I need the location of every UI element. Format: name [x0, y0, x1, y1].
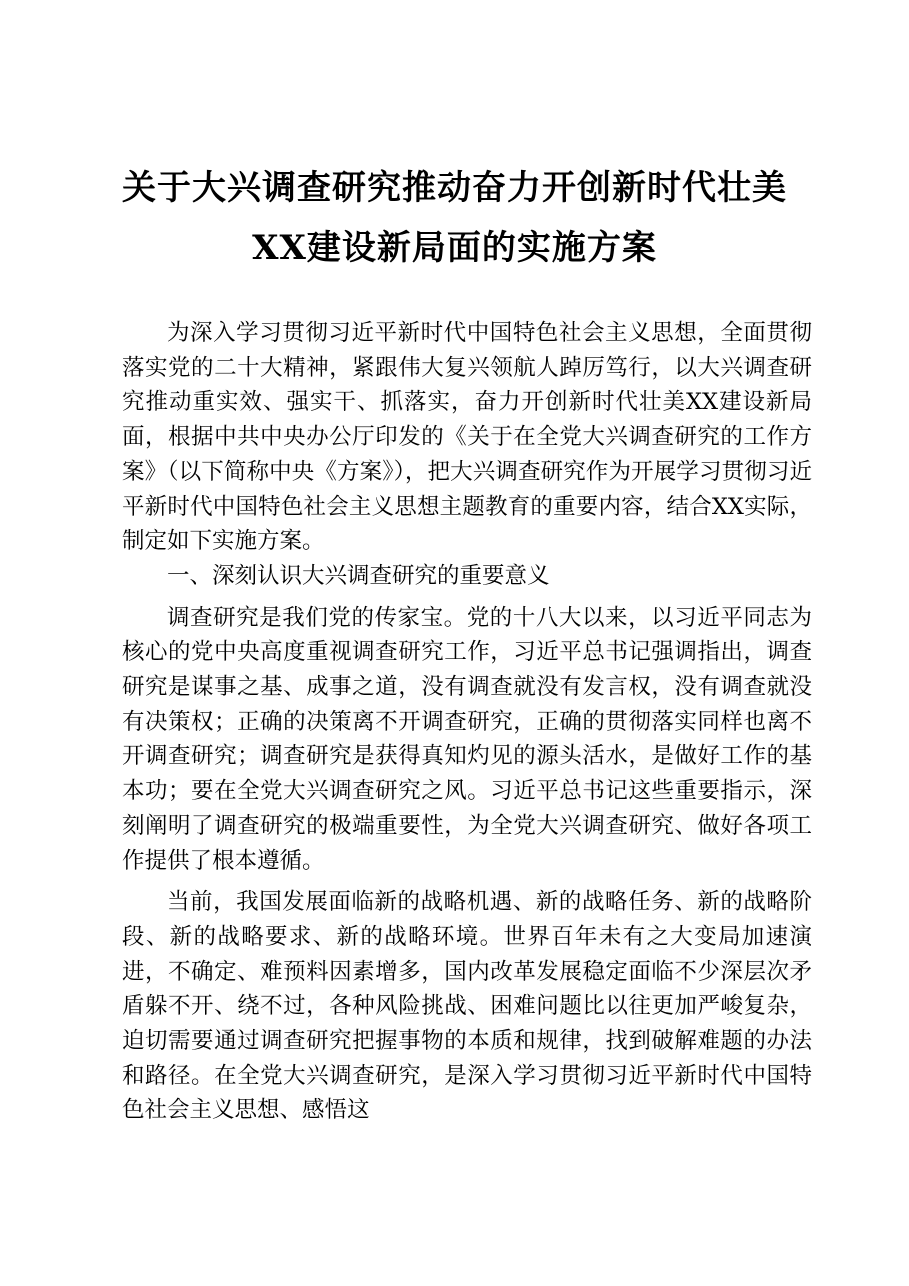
document-body — [122, 316, 812, 1128]
intro-paragraph: 为深入学习贯彻习近平新时代中国特色社会主义思想，全面贯彻落实党的二十大精神，紧跟伟大复兴领航人踔厉笃行，以大兴调查研究推动重实效、强实干、抓落实，奋力开创新时代壮美XX建设新局面，根据中共中央办公厅印发的《关于在全党大兴调查研究的工作方案》（以下简称中央《方案》），把大兴调查研究作为开展学习贯彻习近平新时代中国特色社会主义思想主题教育的重要内容，结合XX实际，制定如下实施方案。 — [122, 320, 812, 555]
document-title-line-2: XX建设新局面的实施方案 — [252, 228, 657, 268]
section-1-paragraph-2: 当前，我国发展面临新的战略机遇、新的战略任务、新的战略阶段、新的战略要求、新的战略环境。世界百年未有之大变局加速演进，不确定、难预料因素增多，国内改革发展稳定面临不少深层次矛盾躲不开、绕不过，各种风险挑战、困难问题比以往更加严峻复杂，迫切需要通过调查研究把握事物的本质和规律，找到破解难题的办法和路径。在全党大兴调查研究，是深入学习贯彻习近平新时代中国特色社会主义思想、感悟这 — [122, 889, 812, 1124]
section-heading-1: 一、深刻认识大兴调查研究的重要意义 — [167, 562, 550, 589]
document-title-line-1: 关于大兴调查研究推动奋力开创新时代壮美 — [122, 168, 787, 208]
section-1-paragraph-1: 调查研究是我们党的传家宝。党的十八大以来，以习近平同志为核心的党中央高度重视调查研究工作，习近平总书记强调指出，调查研究是谋事之基、成事之道，没有调查就没有发言权，没有调查就没有决策权；正确的决策离不开调查研究，正确的贯彻落实同样也离不开调查研究；调查研究是获得真知灼见的源头活水，是做好工作的基本功；要在全党大兴调查研究之风。习近平总书记这些重要指示，深刻阐明了调查研究的极端重要性，为全党大兴调查研究、做好各项工作提供了根本遵循。 — [122, 604, 812, 874]
